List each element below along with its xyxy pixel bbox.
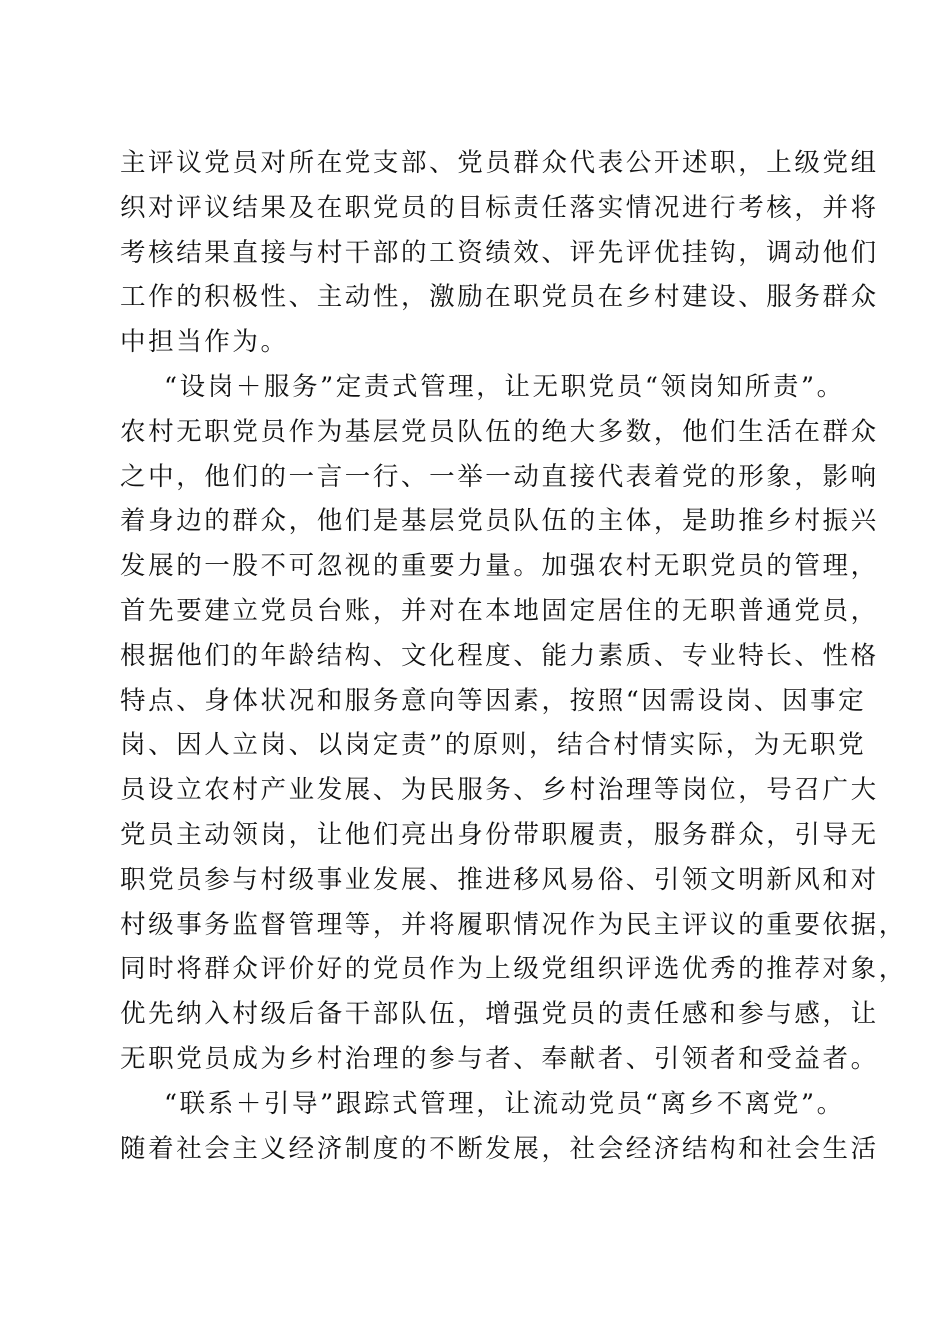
text-line: 无职党员成为乡村治理的参与者、奉献者、引领者和受益者。 — [120, 1043, 879, 1074]
text-line: 随着社会主义经济制度的不断发展，社会经济结构和社会生活 — [120, 1133, 879, 1164]
text-line: 优先纳入村级后备干部队伍，增强党员的责任感和参与感，让 — [120, 999, 879, 1030]
text-line: 特点、身体状况和服务意向等因素，按照“因需设岗、因事定 — [120, 685, 867, 716]
section-heading-line: “联系＋引导”跟踪式管理，让流动党员“离乡不离党”。 — [164, 1088, 845, 1119]
text-line: 村级事务监督管理等，并将履职情况作为民主评议的重要依据， — [120, 909, 907, 940]
text-line: 中担当作为。 — [120, 327, 289, 358]
text-line: 职党员参与村级事业发展、推进移风易俗、引领文明新风和对 — [120, 864, 879, 895]
text-line: 工作的积极性、主动性，激励在职党员在乡村建设、服务群众 — [120, 282, 879, 313]
text-line: 着身边的群众，他们是基层党员队伍的主体，是助推乡村振兴 — [120, 506, 879, 537]
text-line: 员设立农村产业发展、为民服务、乡村治理等岗位，号召广大 — [120, 775, 879, 806]
text-line: 岗、因人立岗、以岗定责”的原则，结合村情实际，为无职党 — [120, 730, 867, 761]
text-line: 同时将群众评价好的党员作为上级党组织评选优秀的推荐对象， — [120, 954, 907, 985]
document-body-text — [120, 141, 907, 1171]
text-line: 发展的一股不可忽视的重要力量。加强农村无职党员的管理， — [120, 551, 879, 582]
text-line: 根据他们的年龄结构、文化程度、能力素质、专业特长、性格 — [120, 640, 879, 671]
text-line: 党员主动领岗，让他们亮出身份带职履责，服务群众，引导无 — [120, 819, 879, 850]
text-line: 首先要建立党员台账，并对在本地固定居住的无职普通党员， — [120, 595, 879, 626]
text-line: 织对评议结果及在职党员的目标责任落实情况进行考核，并将 — [120, 192, 879, 223]
text-line: 考核结果直接与村干部的工资绩效、评先评优挂钩，调动他们 — [120, 237, 879, 268]
text-line: 农村无职党员作为基层党员队伍的绝大多数，他们生活在群众 — [120, 416, 879, 447]
text-line: 主评议党员对所在党支部、党员群众代表公开述职，上级党组 — [120, 148, 879, 178]
text-line: 之中，他们的一言一行、一举一动直接代表着党的形象，影响 — [120, 461, 879, 492]
section-heading-line: “设岗＋服务”定责式管理，让无职党员“领岗知所责”。 — [164, 371, 845, 402]
